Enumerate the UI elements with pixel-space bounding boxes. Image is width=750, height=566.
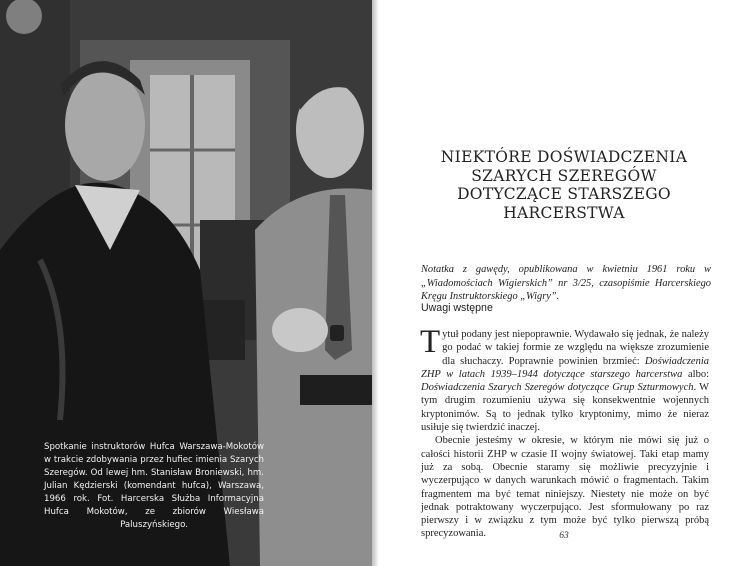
drop-cap: T bbox=[420, 324, 441, 360]
text-page bbox=[378, 0, 750, 566]
paragraph-text: ytuł podany jest niepoprawnie. Wydawało się jednak, że należy go podać w takiej formie ze względu na większe zrozumienie dla słuchaczy. Poprawnie powinien brzmieć: bbox=[442, 329, 709, 367]
chapter-title bbox=[378, 148, 750, 222]
page-number: 63 bbox=[559, 531, 569, 541]
paragraph-text: . W tym drugim rozumieniu używa się konsekwentnie wojennych kryptonimów. Są to jednak tylko kryptonimy, mimo że nieraz usiłuje się twierdzić inaczej. bbox=[421, 382, 709, 434]
chapter-title-line: NIEKTÓRE DOŚWIADCZENIA bbox=[440, 148, 688, 166]
body-text bbox=[420, 324, 709, 541]
chapter-title-line: HARCERSTWA bbox=[503, 203, 625, 222]
paragraph-text: albo: bbox=[682, 368, 709, 380]
section-subheading: Uwagi wstępne bbox=[421, 302, 493, 314]
photograph-page bbox=[0, 0, 374, 566]
intro-note: Notatka z gawędy, opublikowana w kwietniu 1961 roku w „Wiadomościach Wigierskich” nr 3/25, czasopiśmie Harcerskiego Kręgu Instruktorskiego „Wigry”. bbox=[421, 264, 711, 302]
chapter-title-line: SZARYCH SZEREGÓW bbox=[471, 166, 657, 185]
paragraph: Obecnie jesteśmy w okresie, w którym nie mówi się już o całości historii ZHP w czasie II wojny światowej. Taki etap mamy już za sobą. Obecnie staramy się możliwie precyzyjnie i wyczerpująco w danych warunkach mówić o fragmentach. Takim fragmentem ma być temat niniejszy. Niestety nie może on być jednak potraktowany wyczerpująco. Jest sformułowany po raz pierwszy i w związku z tym może być tylko pierwszą próbą sprecyzowania. bbox=[421, 435, 709, 540]
emphasis-text: Doświadczenia Szarych Szeregów dotyczące Grup Szturmowych bbox=[421, 382, 694, 394]
chapter-title-line: DOTYCZĄCE STARSZEGO bbox=[457, 185, 671, 203]
paragraph bbox=[420, 324, 709, 434]
photo-caption: Spotkanie instruktorów Hufca Warszawa-Mokotów w trakcie zdobywania przez hufiec imienia Szarych Szeregów. Od lewej hm. Stanisław Broniewski, hm. Julian Kędzierski (komendant hufca), Warszawa, 1966 rok. Fot. Harcerska Służba Informacyjna Hufca Mokotów, ze zbiorów Wiesława Paluszyńskiego. bbox=[44, 442, 264, 530]
emphasis-text: Doświadczenia ZHP w latach 1939–1944 dotyczące starszego harcerstwa bbox=[421, 355, 709, 380]
